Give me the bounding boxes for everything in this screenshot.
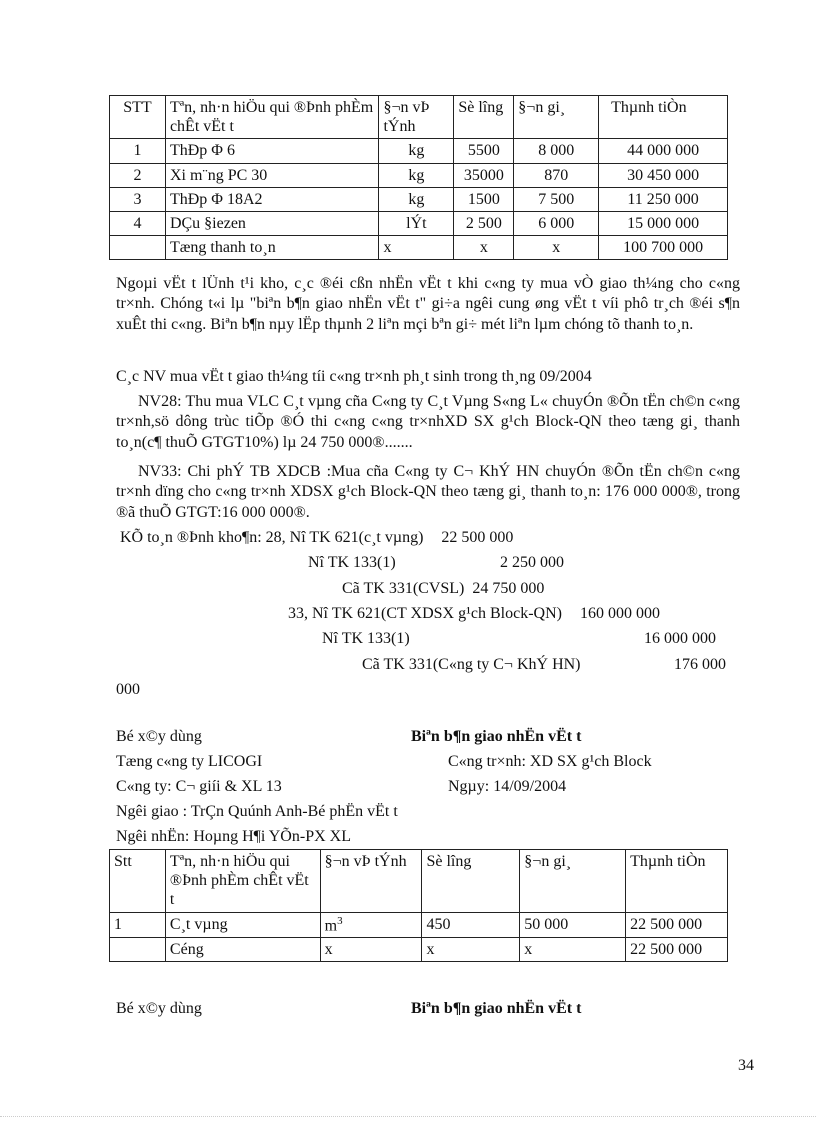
cell-stt [110,938,166,962]
cell-amount: 100 700 000 [599,236,728,260]
entry-4-amount: 160 000 000 [579,605,660,622]
entry-6-amount: 176 000 [674,656,726,673]
materials-table [109,95,728,260]
cell-price: 870 [514,163,599,187]
cell-name: Xi m¨ng PC 30 [165,163,379,187]
header-amount: Thµnh tiÒn [599,96,728,139]
paragraph-nv33: NV33: Chi phÝ TB XDCB :Mua cña C«ng ty C¬ KhÝ HN chuyÓn ®Õn tËn ch©n c«ng tr×nh dïng cho c«ng tr×nh XDSX g¹ch Block-QN theo tæng gi¸ thanh to¸n: 176 000 000®, trong ®ã thuÕ GTGT:16 000 000®. [116,463,740,521]
cell-quantity: 1500 [454,187,514,211]
cell-amount: 22 500 000 [626,912,728,938]
entry-6-label: Cã TK 331(C«ng ty C¬ KhÝ HN) [362,656,581,673]
cell-name: C¸t vµng [165,912,320,938]
header-amount: Thµnh tiÒn [626,850,728,913]
table-row [110,139,728,163]
table-total-row [110,236,728,260]
footer-title: Biªn b¶n giao nhËn vËt t [411,1000,582,1017]
header-name: Tªn, nh·n hiÖu qui ®Þnh phÈm chÊt vËt t [165,850,320,913]
cell-quantity: x [422,938,520,962]
cell-price: x [514,236,599,260]
page-number: 34 [738,1057,754,1074]
cell-stt [110,236,166,260]
cell-quantity: 450 [422,912,520,938]
entry-5-label: Nî TK 133(1) [322,630,410,647]
cell-name: ThÐp Φ 18A2 [165,187,379,211]
header-stt: Stt [110,850,166,913]
header-stt: STT [110,96,166,139]
form-company-group: Tæng c«ng ty LICOGI [116,753,263,770]
entry-line-3 [342,579,544,598]
header-quantity: Sè lîng [454,96,514,139]
entry-2-amount: 2 250 000 [500,554,564,571]
paragraph-direct-delivery: Ngoµi vËt t lÜnh t¹i kho, c¸c ®éi cßn nhËn vËt t khi c«ng ty mua vÒ giao th¼ng cho c«ng tr×nh. Chóng t«i lµ "biªn b¶n giao nhËn vËt t" gi÷a ngêi cung øng vËt t víi phô tr¸ch ®éi s¶n xuÊt thi c«ng. Biªn b¶n nµy lËp thµnh 2 liªn mçi bªn gi÷ mét liªn lµm chóng tõ thanh to¸n. [116,275,740,333]
cell-name: Tæng thanh to¸n [165,236,379,260]
cell-name: DÇu §iezen [165,211,379,235]
form-date: Ngµy: 14/09/2004 [448,778,567,795]
cell-price: 7 500 [514,187,599,211]
entry-4-label: 33, Nî TK 621(CT XDSX g¹ch Block-QN) [288,605,562,622]
form-receiver: Ngêi nhËn: Hoµng H¶i YÕn-PX XL [116,828,351,845]
cell-stt: 1 [110,139,166,163]
cell-price: 8 000 [514,139,599,163]
page-bottom-divider [0,1116,816,1117]
header-quantity: Sè lîng [422,850,520,913]
cell-amount: 44 000 000 [599,139,728,163]
footer-ministry: Bé x©y dùng [116,1000,202,1017]
entry-line-5 [322,629,410,648]
form-ministry: Bé x©y dùng [116,728,202,745]
entry-5-amount: 16 000 000 [644,630,716,647]
cell-amount: 22 500 000 [626,938,728,962]
header-price: §¬n gi¸ [520,850,626,913]
header-price: §¬n gi¸ [514,96,599,139]
form-company: C«ng ty: C¬ giíi & XL 13 [116,778,282,795]
cell-unit: x [320,938,422,962]
paragraph-nv-intro: C¸c NV mua vËt t giao th¼ng tíi c«ng tr×nh ph¸t sinh trong th¸ng 09/2004 [116,368,592,385]
table-header-row [110,850,728,913]
entry-3-amount: 24 750 000 [472,580,545,597]
entry-line-4 [288,604,660,623]
cell-amount: 15 000 000 [599,211,728,235]
table-total-row [110,938,728,962]
cell-unit: kg [379,139,454,163]
table-row [110,187,728,211]
cell-stt: 2 [110,163,166,187]
entry-1-amount: 22 500 000 [441,529,514,546]
table-header-row [110,96,728,139]
table-row [110,163,728,187]
cell-name: ThÐp Φ 6 [165,139,379,163]
cell-price: 6 000 [514,211,599,235]
cell-stt: 3 [110,187,166,211]
entry-line-1 [120,528,513,547]
entry-line-6 [362,655,581,674]
cell-quantity: 2 500 [454,211,514,235]
entry-2-label: Nî TK 133(1) [308,554,396,571]
cell-unit: kg [379,163,454,187]
cell-price: x [520,938,626,962]
cell-stt: 4 [110,211,166,235]
entry-1-label: KÕ to¸n ®Þnh kho¶n: 28, Nî TK 621(c¸t vµng) [120,529,424,546]
table-row [110,211,728,235]
cell-stt: 1 [110,912,166,938]
cell-unit: x [379,236,454,260]
entry-line-2 [308,553,396,572]
cell-amount: 11 250 000 [599,187,728,211]
table-row [110,912,728,938]
header-name: Tªn, nh·n hiÖu qui ®Þnh phÈm chÊt vËt t [165,96,379,139]
cell-unit: $m^3$ [320,912,422,938]
entry-3-label: Cã TK 331(CVSL) [342,580,465,597]
cell-amount: 30 450 000 [599,163,728,187]
cell-quantity: x [454,236,514,260]
cell-unit: kg [379,187,454,211]
cell-quantity: 35000 [454,163,514,187]
form-deliverer: Ngêi giao : TrÇn Quúnh Anh-Bé phËn vËt t [116,803,398,820]
cell-unit: lÝt [379,211,454,235]
cell-name: Céng [165,938,320,962]
delivery-table [109,849,728,962]
cell-price: 50 000 [520,912,626,938]
form-title: Biªn b¶n giao nhËn vËt t [411,728,582,745]
form-project: C«ng tr×nh: XD SX g¹ch Block [448,753,652,770]
header-unit: §¬n vÞ tÝnh [320,850,422,913]
paragraph-nv28: NV28: Thu mua VLC C¸t vµng cña C«ng ty C¸t Vµng S«ng L« chuyÓn ®Õn tËn ch©n c«ng tr×nh,sö dông trùc tiÕp ®Ó thi c«ng c«ng tr×nhXD SX g¹ch Block-QN theo tæng gi¸ thanh to¸n(c¶ thuÕ GTGT10%) lµ 24 750 000®....... [116,393,740,451]
header-unit: §¬n vÞ tÝnh [379,96,454,139]
entry-6-amount-cont: 000 [116,681,140,698]
cell-quantity: 5500 [454,139,514,163]
